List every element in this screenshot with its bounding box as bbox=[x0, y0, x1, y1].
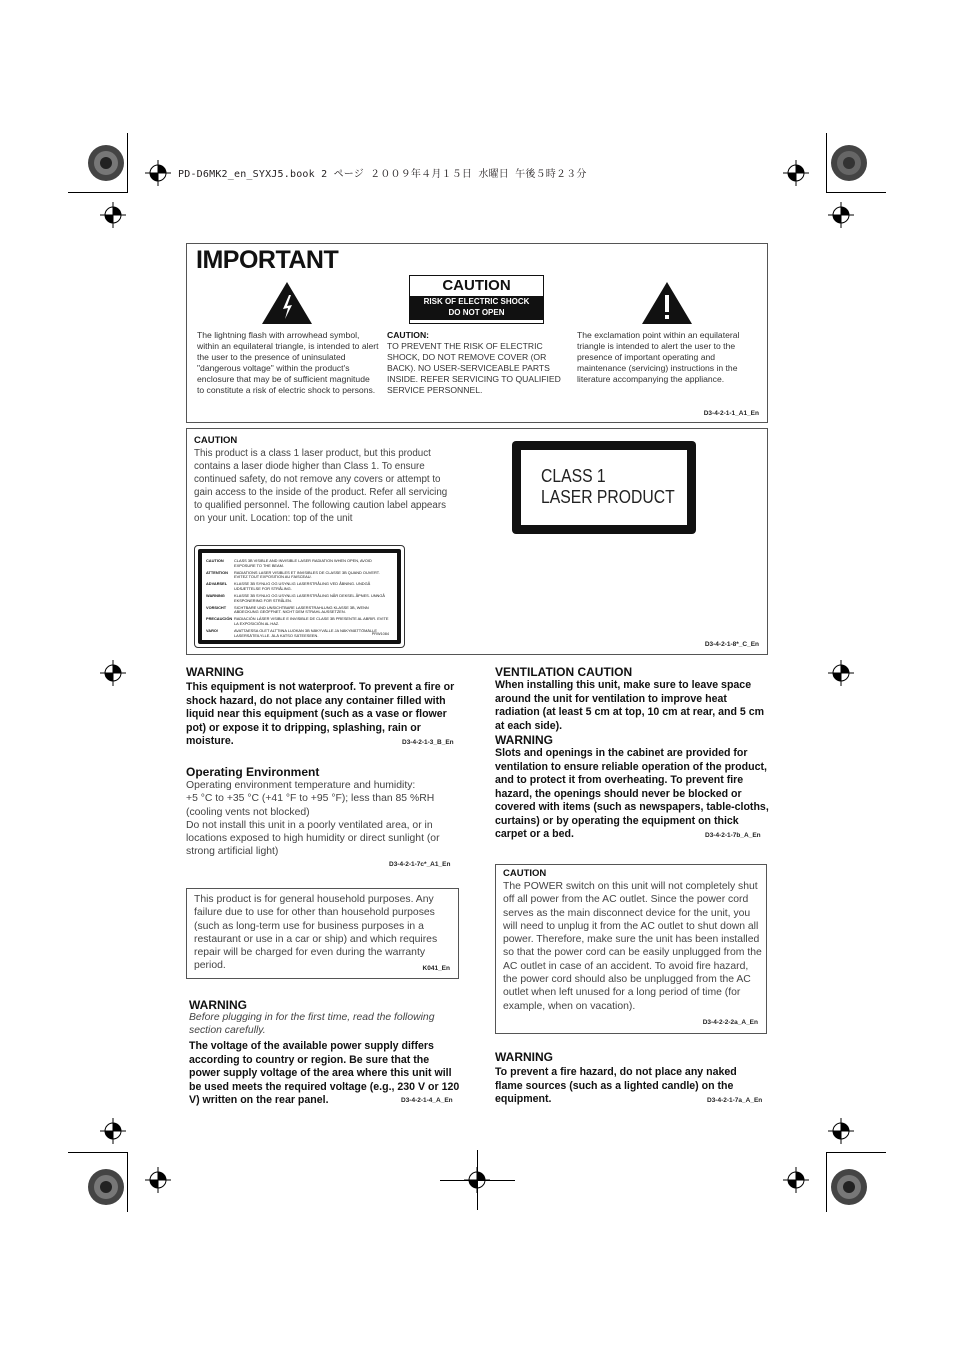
class1-laser-label bbox=[512, 441, 696, 534]
naked-flame-warning-text: To prevent a fire hazard, do not place any naked flame sources (such as a lighted candle) on the equipment. bbox=[495, 1066, 737, 1105]
caution-explanation bbox=[387, 330, 563, 395]
caution-label-title: CAUTION bbox=[442, 277, 511, 294]
label-row-language: ADVARSEL bbox=[206, 581, 228, 587]
label-row-language: VARO! bbox=[206, 628, 219, 634]
caution-explanation-text: TO PREVENT THE RISK OF ELECTRIC SHOCK, DO NOT REMOVE COVER (OR BACK). NO USER-SERVICEABLE PARTS INSIDE. REFER SERVICING TO QUALIFIED SERVICE PERSONNEL. bbox=[387, 340, 561, 395]
label-row bbox=[206, 571, 393, 580]
reference-code: D3-4-2-1-4_A_En bbox=[401, 1097, 453, 1104]
warning-heading: WARNING bbox=[186, 665, 244, 679]
label-row bbox=[206, 582, 393, 591]
laser-caution-box bbox=[186, 428, 768, 655]
env-line-3: Do not install this unit in a poorly ventilated area, or in locations exposed to high humidity or direct sunlight (or strong artificial light) bbox=[186, 819, 440, 858]
caution-explanation-heading: CAUTION: bbox=[387, 330, 430, 340]
power-switch-caution-box bbox=[495, 864, 767, 1034]
crosshair-mark-icon bbox=[100, 1118, 126, 1144]
label-rows bbox=[206, 559, 393, 638]
crosshair-mark-icon bbox=[783, 1167, 809, 1193]
household-notice-box bbox=[186, 888, 459, 979]
reference-code: D3-4-2-2-2a_A_En bbox=[702, 1019, 758, 1026]
file-header-line: PD-D6MK2_en_SYXJ5.book 2 ページ ２００９年４月１５日 水曜日 午後５時２３分 bbox=[178, 169, 587, 180]
class1-label-line2: LASER PRODUCT bbox=[541, 486, 675, 507]
reference-code: D3-4-2-1-8*_C_En bbox=[704, 641, 759, 648]
reference-code: D3-4-2-1-7b_A_En bbox=[705, 832, 761, 839]
exclamation-warning-icon bbox=[641, 281, 693, 325]
household-notice-text: This product is for general household purposes. Any failure due to use for other than household purposes (such as long-term use for business purposes in a restaurant or use in a car or ship) and which requires repair will be charged for even during the warranty period. bbox=[194, 894, 438, 972]
operating-environment-text bbox=[186, 779, 460, 859]
waterproof-warning-text: This equipment is not waterproof. To prevent a fire or shock hazard, do not place any container filled with liquid near this equipment (such as a vase or flower pot) or expose it to dripping, splashing, rain or moisture. bbox=[186, 681, 455, 747]
label-row-text: CLASS 3B VISIBLE AND INVISIBLE LASER RADIATION WHEN OPEN, AVOID EXPOSURE TO THE BEAM. bbox=[234, 558, 372, 568]
label-row bbox=[206, 594, 393, 603]
lightning-warning-icon bbox=[261, 281, 313, 325]
caution-label bbox=[409, 275, 544, 324]
power-caution-text: The POWER switch on this unit will not completely shut off all power from the AC outlet. Since the power cord serves as the main disconnect device for the unit, you will need to unplug it from the AC outlet to shut down all power. Therefore, make sure the unit has been installed so that the power cord can be easily unplugged from the AC outlet in case of an accident. To avoid fire hazard, the power cord should also be unplugged from the AC outlet when left unused for a long period of time (for example, when on vacation). bbox=[503, 881, 762, 1012]
laser-caution-text: This product is a class 1 laser product, but this product contains a laser diode higher than Class 1. To ensure continued safety, do not remove any covers or attempt to gain access to the inside of the product. Refer all servicing to qualified personnel. The following caution label appears on your unit. Location: top of the unit bbox=[194, 448, 448, 524]
registration-mark-icon bbox=[86, 143, 126, 183]
label-row-language: PRECAUCIÓN bbox=[206, 616, 233, 622]
label-row-text: KLASSE 3B SYNLIG OG USYNLIG LASERSTRÅLING NÅR DEKSEL ÅPNES. UNNGÅ EKSPONERING FOR STRÅLEN. bbox=[234, 593, 385, 603]
label-row-language: ATTENTION bbox=[206, 569, 228, 575]
label-row-text: RADIACIÓN LÁSER VISIBLE E INVISIBLE DE CLASE 3B PRESENTE AL ABRIR. EVITE LA EXPOSICIÓN AL HAZ. bbox=[234, 616, 389, 627]
label-row bbox=[206, 606, 393, 615]
ventilation-caution-heading: VENTILATION CAUTION bbox=[495, 665, 633, 679]
label-row-text: AVATTAESSA OLET ALTTIINA LUOKAN 3B NÄKYVÄLLE JA NÄKYMÄTTÖMÄLLE LASERSÄTEILYLLE. ÄLÄ KATSO SÄTEESEEN. bbox=[234, 628, 377, 638]
operating-environment-heading: Operating Environment bbox=[186, 765, 320, 779]
voltage-warning-text: The voltage of the available power supply differs according to country or region. Be sure that the power supply voltage of the area where this unit will be used meets the required voltage (e.g., 230 V or 120 V) written on the rear panel. bbox=[189, 1040, 460, 1106]
label-row bbox=[206, 559, 393, 568]
reference-code: D3-4-2-1-3_B_En bbox=[402, 739, 454, 746]
reference-code: K041_En bbox=[422, 965, 450, 972]
env-line-1: Operating environment temperature and humidity: bbox=[186, 780, 416, 791]
ventilation-warning-text: Slots and openings in the cabinet are provided for ventilation to ensure reliable operation of the product, and to protect it from overheating. To prevent fire hazard, the openings should never be blocked or covered with items (such as newspapers, table-cloths, curtains) or by operating the equipment on thick carpet or a bed. bbox=[495, 747, 769, 840]
reference-code: D3-4-2-1-1_A1_En bbox=[703, 410, 759, 417]
laser-caution-heading: CAUTION bbox=[194, 435, 238, 446]
label-row-language: WARNING bbox=[206, 593, 225, 599]
label-row-text: KLASSE 3B SYNLIG OG USYNLIG LASERSTRÅLING VED ÅBNING. UNDGÅ UDSÆTTELSE FOR STRÅLING. bbox=[234, 581, 371, 591]
label-row-text: SICHTBARE UND UNSICHTBARE LASERSTRAHLUNG KLASSE 3B, WENN ABDECKUNG GEÖFFNET. NICHT DEM STRAHL AUSSETZEN. bbox=[234, 604, 369, 615]
important-title: IMPORTANT bbox=[196, 246, 339, 274]
caution-label-line2: DO NOT OPEN bbox=[448, 307, 505, 317]
crosshair-mark-icon bbox=[828, 1118, 854, 1144]
warning-heading: WARNING bbox=[495, 1050, 553, 1064]
label-row bbox=[206, 629, 393, 638]
crosshair-mark-icon bbox=[828, 660, 854, 686]
label-part-code: PRW1084 bbox=[371, 632, 389, 636]
warning-heading: WARNING bbox=[495, 733, 553, 747]
crosshair-mark-icon bbox=[783, 160, 809, 186]
label-row-text: RADIATIONS LASER VISIBLES ET INVISIBLES DE CLASSE 3B QUAND OUVERT. EVITEZ TOUT EXPOSITION AU FAISCEAU. bbox=[234, 569, 380, 580]
registration-mark-icon bbox=[86, 1167, 126, 1207]
important-box bbox=[186, 243, 768, 423]
exclamation-explanation: The exclamation point within an equilateral triangle is intended to alert the user to the presence of important operating and maintenance (servicing) instructions in the literature accompanying the appliance. bbox=[577, 330, 740, 384]
lightning-explanation: The lightning flash with arrowhead symbol, within an equilateral triangle, is intended to alert the user to the presence of uninsulated "dangerous voltage" within the product's enclosure that may be of sufficient magnitude to constitute a risk of electric shock to persons. bbox=[197, 330, 379, 395]
laser-warning-label bbox=[194, 545, 405, 648]
reference-code: D3-4-2-1-7c*_A1_En bbox=[389, 861, 451, 868]
crosshair-mark-icon bbox=[828, 202, 854, 228]
registration-mark-icon bbox=[829, 1167, 869, 1207]
crosshair-mark-icon bbox=[100, 202, 126, 228]
crosshair-mark-icon bbox=[145, 160, 171, 186]
registration-mark-icon bbox=[829, 143, 869, 183]
label-row-language: VORSICHT bbox=[206, 604, 227, 610]
ventilation-caution-text: When installing this unit, make sure to leave space around the unit for ventilation to improve heat radiation (at least 5 cm at top, 10 cm at rear, and 5 cm at each side). bbox=[495, 679, 765, 732]
warning-heading: WARNING bbox=[189, 998, 247, 1012]
power-caution-heading: CAUTION bbox=[503, 868, 547, 879]
reference-code: D3-4-2-1-7a_A_En bbox=[707, 1097, 763, 1104]
label-row-language: CAUTION bbox=[206, 558, 224, 563]
crosshair-mark-icon bbox=[145, 1167, 171, 1193]
crosshair-mark-icon bbox=[100, 660, 126, 686]
class1-label-line1: CLASS 1 bbox=[541, 465, 606, 486]
env-line-2: +5 °C to +35 °C (+41 °F to +95 °F); less than 85 %RH (cooling vents not blocked) bbox=[186, 793, 435, 818]
caution-label-line1: RISK OF ELECTRIC SHOCK bbox=[423, 297, 530, 306]
label-row bbox=[206, 617, 393, 626]
warning-intro-text: Before plugging in for the first time, read the following section carefully. bbox=[189, 1012, 435, 1037]
